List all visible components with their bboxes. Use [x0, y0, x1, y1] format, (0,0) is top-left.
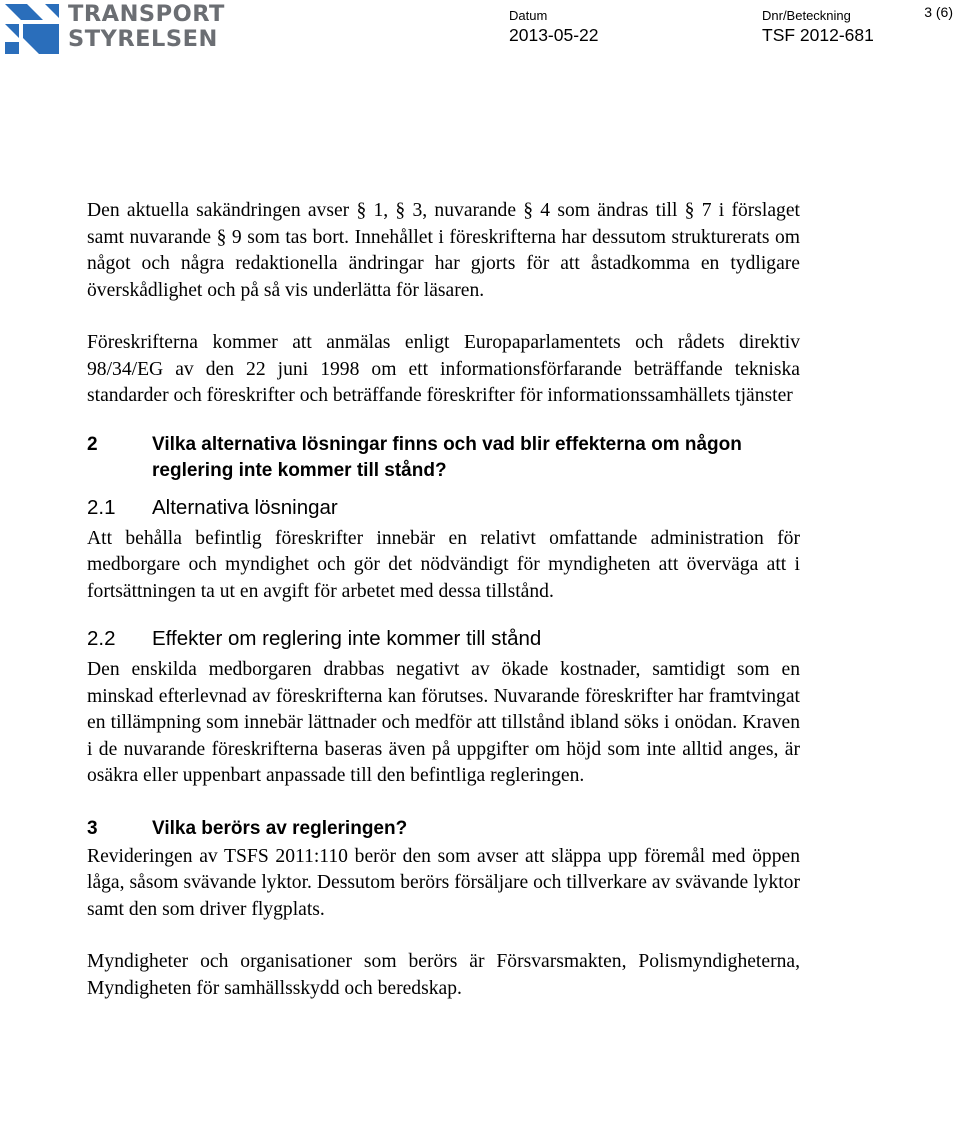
section-3-heading	[87, 816, 800, 842]
intro-paragraph-1: Den aktuella sakändringen avser § 1, § 3, nuvarande § 4 som ändras till § 7 i förslaget samt nuvarande § 9 som tas bort. Innehållet i föreskrifterna har dessutom strukturerats om något och några redaktionella ändringar har gjorts för att åstadkomma en tydligare överskådlighet och på så vis underlätta för läsaren.	[87, 200, 800, 301]
reference-value: TSF 2012-681	[762, 25, 874, 45]
section-2-1-title: Alternativa lösningar	[152, 495, 338, 519]
section-2-heading	[87, 432, 800, 484]
logo-line-1: TRANSPORT	[68, 1, 225, 27]
document-body	[87, 198, 800, 1002]
transportstyrelsen-logo	[5, 2, 230, 54]
section-2-2-title: Effekter om reglering inte kommer till stånd	[152, 627, 542, 650]
logo-wordmark	[68, 2, 225, 52]
section-2-number: 2	[87, 433, 98, 455]
section-2-2-paragraph: Den enskilda medborgaren drabbas negativt av ökade kostnader, samtidigt som en minskad efterlevnad av föreskrifterna kan förutses. Nuvarande föreskrifter har framtvingat en tillämpning som innebär lättnader och medför att tillstånd ibland söks i onödan. Kraven i de nuvarande föreskrifterna baseras även på uppgifter om höjd som inte alltid anges, är osäkra eller uppenbart anpassade till den befintliga regleringen.	[87, 659, 800, 786]
section-3-paragraph-2: Myndigheter och organisationer som berörs är Försvarsmakten, Polismyndigheterna, Myndigheten för samhällsskydd och beredskap.	[87, 951, 800, 999]
section-3-paragraph-1: Revideringen av TSFS 2011:110 berör den som avser att släppa upp föremål med öppen låga, såsom svävande lyktor. Dessutom berörs försäljare och tillverkare av svävande lyktor samt den som driver flygplats.	[87, 845, 800, 920]
section-3-number: 3	[87, 817, 98, 839]
section-3-title: Vilka berörs av regleringen?	[152, 817, 408, 839]
section-2-2-number: 2.2	[87, 627, 116, 650]
reference-label: Dnr/Beteckning	[762, 8, 851, 23]
logo-mark-icon	[5, 2, 61, 54]
intro-paragraph-2: Föreskrifterna kommer att anmälas enligt Europaparlamentets och rådets direktiv 98/34/EG av den 22 juni 1998 om ett informationsförfarande beträffande tekniska standarder och föreskrifter och beträffande föreskrifter för informationssamhällets tjänster	[87, 332, 800, 406]
date-label: Datum	[509, 8, 548, 23]
section-2-1-number: 2.1	[87, 495, 116, 519]
page-number: 3 (6)	[924, 4, 953, 20]
section-2-1-heading	[87, 494, 800, 522]
date-value: 2013-05-22	[509, 25, 599, 45]
section-2-1-paragraph: Att behålla befintlig föreskrifter innebär en relativt omfattande administration för medborgare och myndighet och gör det nödvändigt för myndigheten att överväga att i fortsättningen ta ut en avgift för arbetet med dessa tillstånd.	[87, 527, 800, 602]
logo-line-2: STYRELSEN	[68, 26, 218, 52]
section-2-title: Vilka alternativa lösningar finns och vad blir effekterna om någon reglering inte kommer till stånd?	[152, 433, 742, 481]
section-2-2-heading	[87, 625, 800, 653]
